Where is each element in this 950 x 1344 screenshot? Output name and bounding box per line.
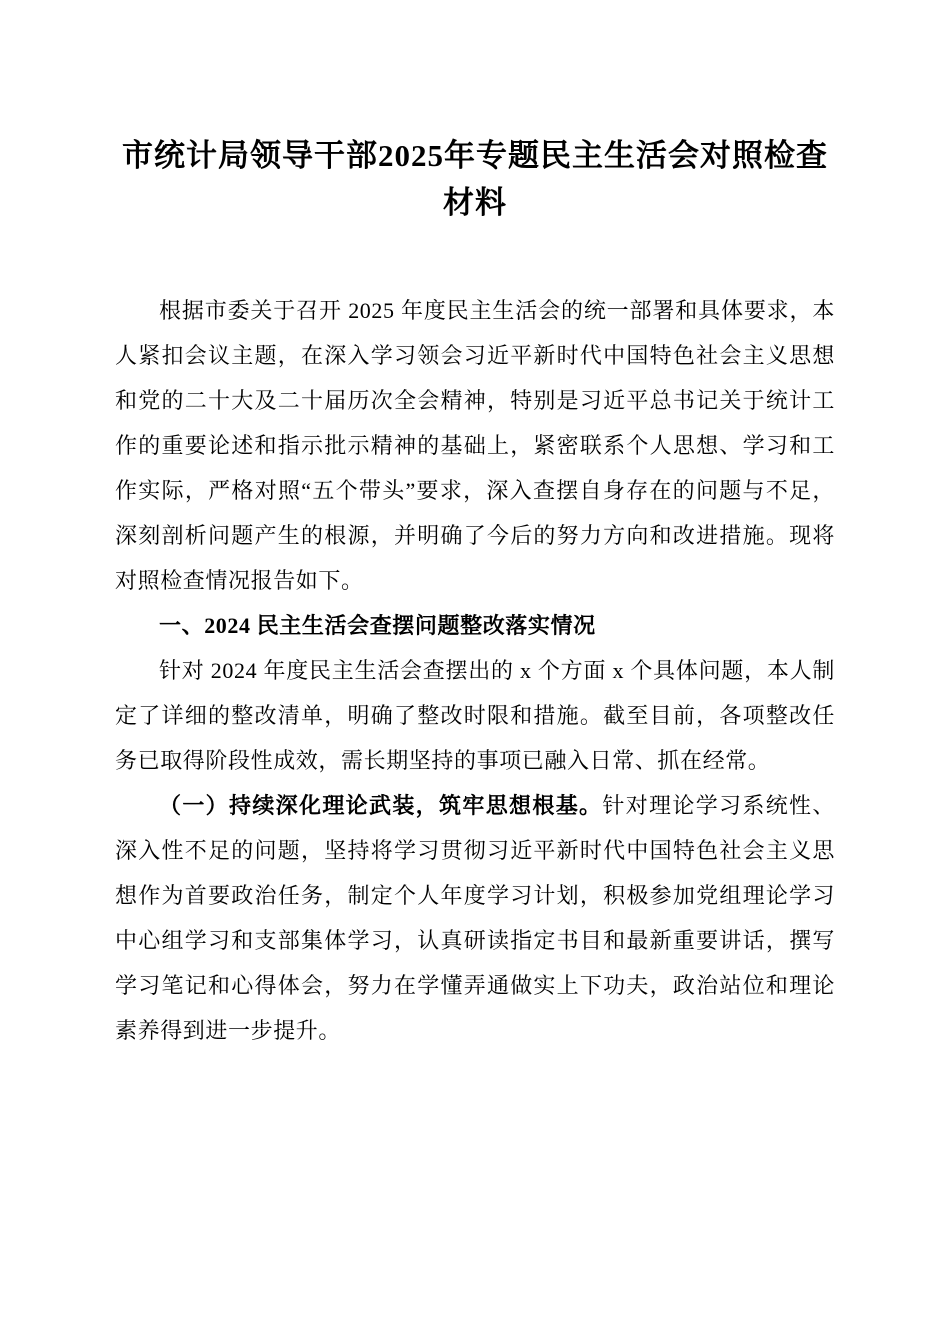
document-title: 市统计局领导干部2025年专题民主生活会对照检查材料 <box>122 138 828 221</box>
paragraph-intro: 根据市委关于召开 2025 年度民主生活会的统一部署和具体要求，本人紧扣会议主题，在深入学习领会习近平新时代中国特色社会主义思想和党的二十大及二十届历次全会精神，特别是习近平总书记关于统计工作的重要论述和指示批示精神的基础上，紧密联系个人思想、学习和工作实际，严格对照“五个带头”要求，深入查摆自身存在的问题与不足，深刻剖析问题产生的根源，并明确了今后的努力方向和改进措施。现将对照检查情况报告如下。 <box>115 298 835 594</box>
paragraph-item-1-lead: （一）持续深化理论武装，筑牢思想根基。 <box>159 793 603 819</box>
section-heading-1: 一、2024 民主生活会查摆问题整改落实情况 <box>159 613 596 639</box>
paragraph-item-1 <box>115 783 835 1053</box>
paragraph-item-1-body: 针对理论学习系统性、深入性不足的问题，坚持将学习贯彻习近平新时代中国特色社会主义思想作为首要政治任务，制定个人年度学习计划，积极参加党组理论学习中心组学习和支部集体学习，认真研读指定书目和最新重要讲话，撰写学习笔记和心得体会，努力在学懂弄通做实上下功夫，政治站位和理论素养得到进一步提升。 <box>115 793 835 1044</box>
paragraph-rectification-summary: 针对 2024 年度民主生活会查摆出的 x 个方面 x 个具体问题，本人制定了详细的整改清单，明确了整改时限和措施。截至目前，各项整改任务已取得阶段性成效，需长期坚持的事项已融入日常、抓在经常。 <box>115 658 835 774</box>
